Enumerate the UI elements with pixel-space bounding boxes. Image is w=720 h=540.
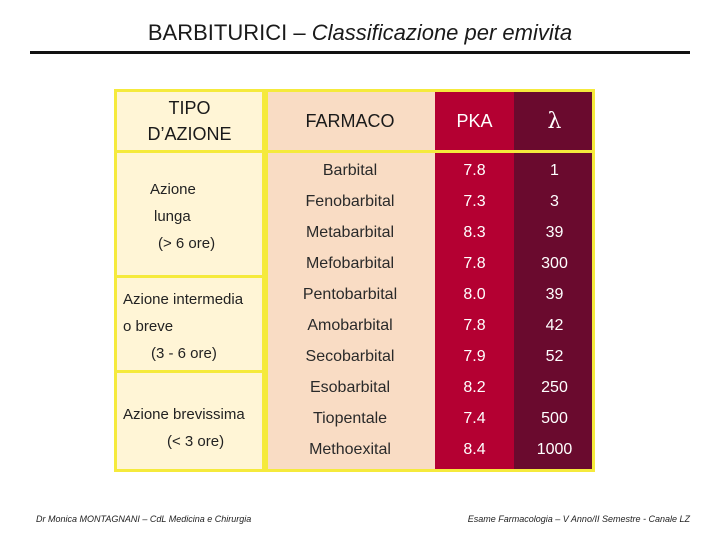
slide-title xyxy=(0,18,720,48)
title-bold: BARBITURICI xyxy=(147,20,288,45)
drug-name-cell: Amobarbital xyxy=(307,317,393,334)
group-line: (< 3 ore) xyxy=(167,433,225,450)
header-pka: PKA xyxy=(456,110,493,131)
drug-name-cell: Pentobarbital xyxy=(302,286,398,303)
group-line: o breve xyxy=(123,318,174,335)
group-lunga xyxy=(114,176,265,257)
pka-cell: 7.8 xyxy=(463,162,486,179)
pka-cell: 7.8 xyxy=(463,317,486,334)
pka-cell: 7.4 xyxy=(463,410,486,427)
drug-name-cell: Esobarbital xyxy=(309,379,391,396)
pka-cell: 8.3 xyxy=(463,224,486,241)
pka-cell: 8.2 xyxy=(463,379,486,396)
group-line: (3 - 6 ore) xyxy=(151,345,217,362)
group-line: Azione intermedia xyxy=(123,291,244,308)
lambda-cell: 250 xyxy=(541,379,568,396)
title-separator: – xyxy=(287,20,312,45)
drug-name-cell: Tiopentale xyxy=(312,410,388,427)
drug-name-cell: Barbital xyxy=(322,162,378,179)
pka-cell: 7.8 xyxy=(463,255,486,272)
lambda-cell: 39 xyxy=(545,286,564,303)
pka-cell: 8.4 xyxy=(463,441,486,458)
lambda-cell: 42 xyxy=(545,317,564,334)
group-line: Azione xyxy=(150,181,196,198)
header-farmaco: FARMACO xyxy=(305,110,395,131)
grid-line xyxy=(114,275,268,278)
lambda-cell: 300 xyxy=(541,255,568,272)
pka-cell: 8.0 xyxy=(463,286,486,303)
lambda-cell: 3 xyxy=(550,193,559,210)
drug-name-cell: Methoexital xyxy=(309,441,391,458)
group-line: lunga xyxy=(154,208,191,225)
title-italic: Classificazione per emivita xyxy=(311,20,573,45)
header-lambda: λ xyxy=(547,108,562,134)
drug-name-cell: Mefobarbital xyxy=(305,255,395,272)
group-intermedia xyxy=(114,286,265,367)
lambda-cell: 1000 xyxy=(536,441,573,458)
group-brevissima xyxy=(114,401,265,455)
header-tipo xyxy=(114,89,265,153)
header-tipo-label: TIPO D’AZIONE xyxy=(147,98,232,144)
lambda-cell: 1 xyxy=(550,162,559,179)
group-line: Azione brevissima xyxy=(123,406,245,423)
footer-right: Esame Farmacologia – V Anno/II Semestre - Canale LZ xyxy=(467,514,690,524)
pka-cell: 7.9 xyxy=(463,348,486,365)
lambda-cell: 52 xyxy=(545,348,564,365)
group-line: (> 6 ore) xyxy=(158,235,216,252)
drug-name-cell: Fenobarbital xyxy=(305,193,395,210)
barbiturates-table xyxy=(114,89,595,472)
lambda-cell: 500 xyxy=(541,410,568,427)
title-underline xyxy=(30,51,690,54)
grid-line xyxy=(114,469,595,472)
grid-line xyxy=(114,370,268,373)
lambda-cell: 39 xyxy=(545,224,564,241)
pka-cell: 7.3 xyxy=(463,193,486,210)
drug-name-cell: Metabarbital xyxy=(305,224,395,241)
footer-left: Dr Monica MONTAGNANI – CdL Medicina e Chirurgia xyxy=(36,514,252,524)
drug-name-cell: Secobarbital xyxy=(305,348,395,365)
